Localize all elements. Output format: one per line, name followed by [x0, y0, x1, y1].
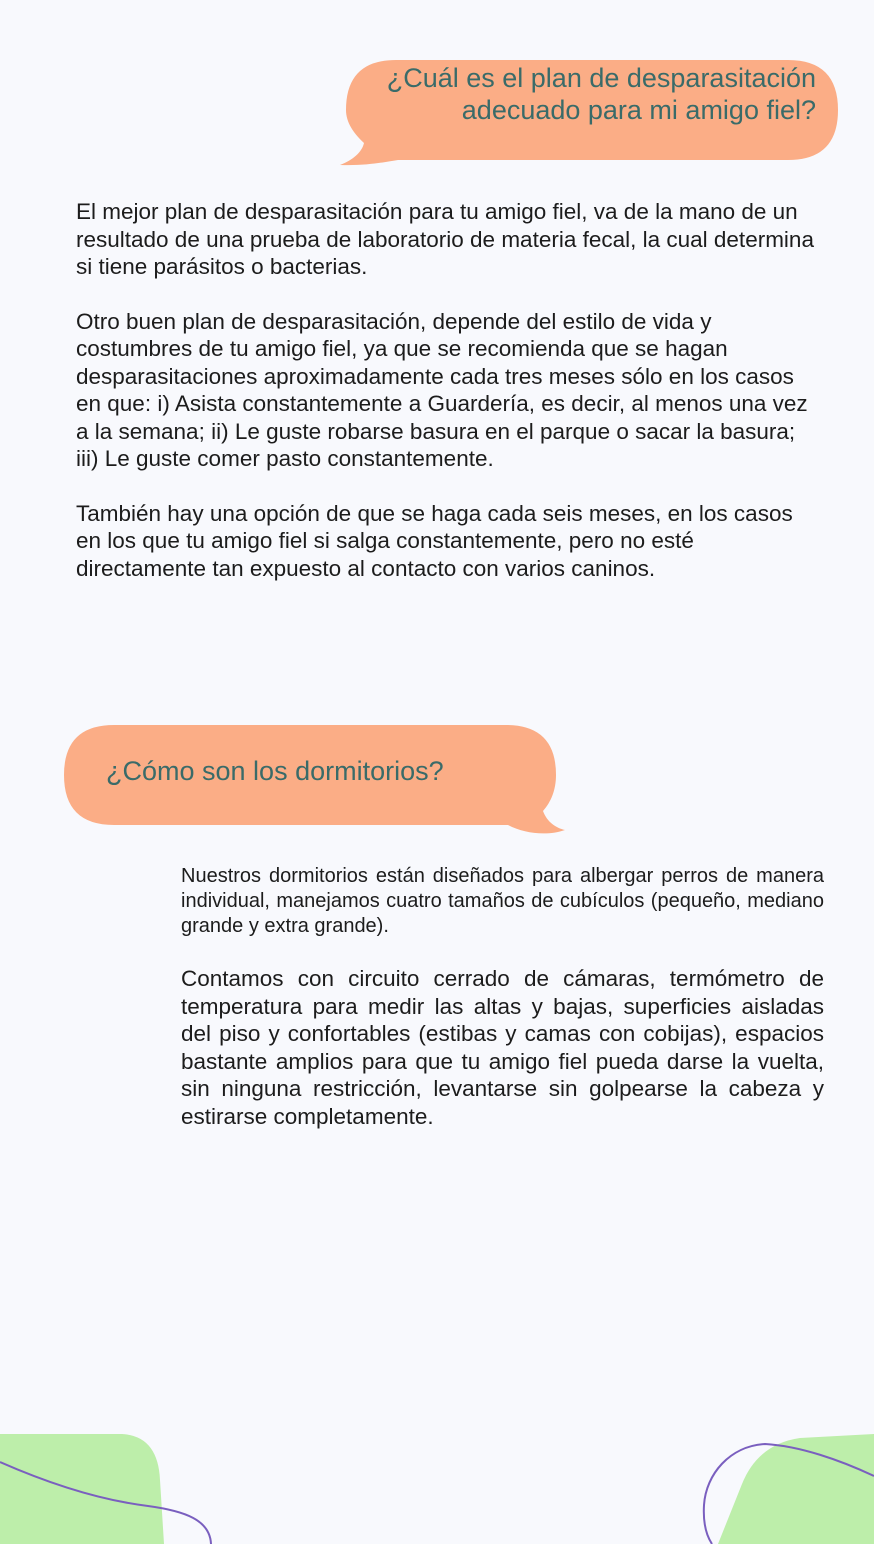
answer-2 [181, 864, 824, 1130]
answer-1-paragraph: También hay una opción de que se haga cada seis meses, en los casos en los que tu amigo fiel si salga constantemente, pero no esté directamente tan expuesto al contacto con varios caninos. [76, 500, 793, 581]
answer-2-paragraph: Contamos con circuito cerrado de cámaras, termómetro de temperatura para medir las altas y bajas, superficies aisladas del piso y confortables (estibas y camas con cobijas), espacios bastante amplios para que tu amigo fiel pueda darse la vuelta, sin ninguna restricción, levantarse sin golpearse la cabeza y estirarse completamente. [181, 966, 824, 1129]
answer-1-paragraph: El mejor plan de desparasitación para tu amigo fiel, va de la mano de un resultado de una prueba de laboratorio de materia fecal, la cual determina si tiene parásitos o bacterias. [76, 199, 814, 279]
answer-1-paragraph: Otro buen plan de desparasitación, depende del estilo de vida y costumbres de tu amigo fiel, ya que se recomienda que se hagan desparasitaciones aproximadamente cada tres meses sólo en los casos en que: i) Asista constantemente a Guardería, es decir, al menos una vez a la semana; ii) Le guste robarse basura en el parque o sacar la basura; iii) Le guste comer pasto constantemente. [76, 308, 808, 471]
green-blob-left [0, 1434, 164, 1544]
question-2-title: ¿Cómo son los dormitorios? [106, 756, 444, 786]
question-1-title: ¿Cuál es el plan de desparasitación adecuado para mi amigo fiel? [386, 63, 816, 125]
footer-decoration [0, 1380, 874, 1544]
answer-2-paragraph: Nuestros dormitorios están diseñados para albergar perros de manera individual, manejamos cuatro tamaños de cubículos (pequeño, mediano grande y extra grande). [181, 865, 824, 937]
answer-1 [76, 198, 816, 609]
